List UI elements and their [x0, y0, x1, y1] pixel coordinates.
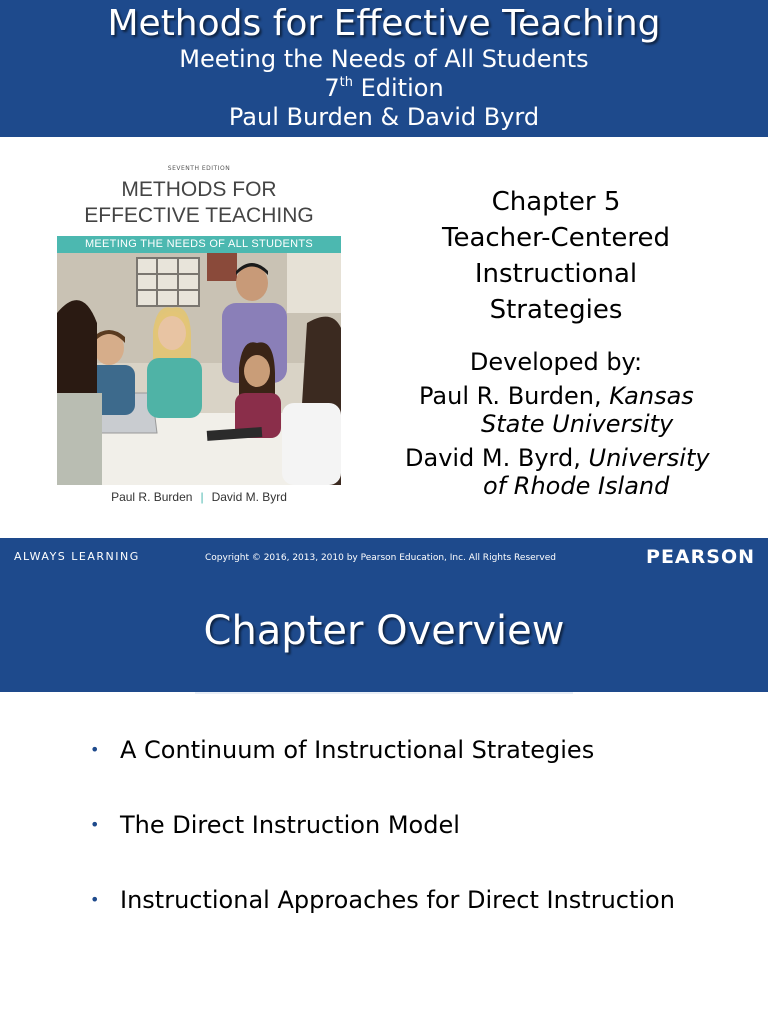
developer1-name: Paul R. Burden, [419, 382, 610, 410]
bullet-item [90, 734, 675, 809]
cover-author-separator: | [200, 490, 204, 504]
developed-by-block [400, 346, 736, 500]
slide-footer [0, 538, 768, 576]
overview-banner [0, 576, 768, 692]
chapter-title-block [400, 184, 712, 328]
bullet-icon: • [90, 740, 100, 759]
overview-slide [0, 576, 768, 1024]
bullet-icon: • [90, 890, 100, 909]
developer2-name: David M. Byrd, [405, 444, 589, 472]
bullet-item [90, 809, 675, 884]
developer2-institution-b: of Rhode Island [483, 472, 670, 500]
overview-bullet-list [90, 734, 675, 959]
book-title: Methods for Effective Teaching [107, 3, 661, 44]
edition-word: Edition [360, 74, 444, 102]
bullet-text: The Direct Instruction Model [120, 811, 460, 839]
copyright-notice: Copyright © 2016, 2013, 2010 by Pearson Education, Inc. All Rights Reserved [205, 553, 556, 563]
edition-line [0, 74, 768, 103]
chapter-number: Chapter 5 [491, 187, 621, 217]
cover-subtitle-band: MEETING THE NEEDS OF ALL STUDENTS [57, 236, 341, 253]
cover-author1: Paul R. Burden [111, 490, 193, 504]
cover-title-line1: METHODS FOR [121, 178, 277, 201]
classroom-photo-illustration [57, 253, 341, 485]
book-subtitle: Meeting the Needs of All Students [179, 45, 589, 73]
title-divider [195, 692, 573, 694]
authors-line: Paul Burden & David Byrd [228, 103, 540, 131]
cover-edition-label: SEVENTH EDITION [167, 165, 231, 172]
developer1-institution-b: State University [481, 410, 674, 438]
developed-by-heading: Developed by: [469, 348, 643, 376]
title-banner [0, 0, 768, 137]
edition-number: 7 [324, 74, 340, 102]
always-learning-tagline: ALWAYS LEARNING [14, 550, 140, 563]
chapter-title-line1: Teacher-Centered [441, 223, 670, 253]
cover-photo-students [57, 253, 341, 485]
chapter-title-line3: Strategies [489, 295, 623, 325]
chapter-title-line2: Instructional [474, 259, 638, 289]
edition-suffix: th [339, 75, 353, 90]
pearson-logo: PEARSON [646, 546, 755, 568]
cover-author2: David M. Byrd [211, 490, 287, 504]
book-cover [57, 160, 341, 510]
developer2-line1 [405, 444, 710, 472]
bullet-icon: • [90, 815, 100, 834]
cover-authors [57, 490, 341, 504]
overview-title: Chapter Overview [203, 608, 565, 654]
bullet-item [90, 884, 675, 959]
developer1-institution-a: Kansas [609, 382, 694, 410]
developer2-institution-a: University [588, 444, 710, 472]
cover-title-line2: EFFECTIVE TEACHING [84, 204, 314, 227]
developer1-line1 [419, 382, 694, 410]
bullet-text: A Continuum of Instructional Strategies [120, 736, 595, 764]
bullet-text: Instructional Approaches for Direct Instruction [120, 886, 675, 914]
